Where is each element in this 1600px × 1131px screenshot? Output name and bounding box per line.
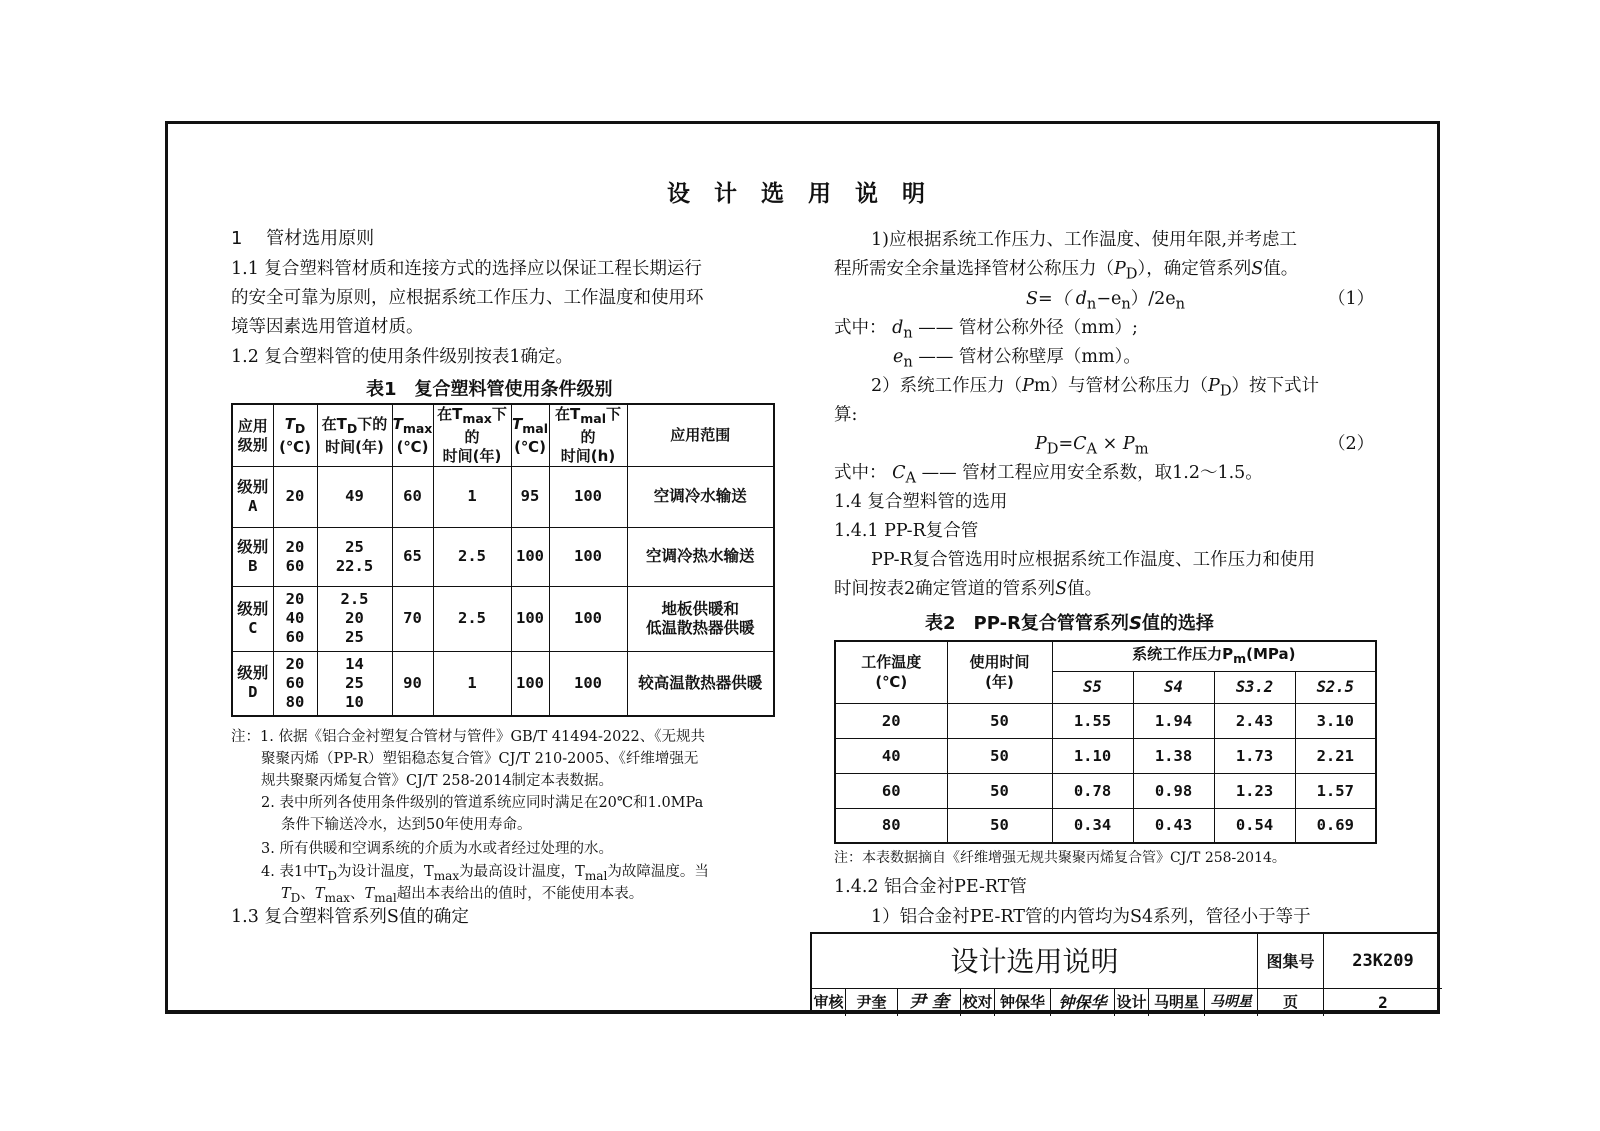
where-en: $e_n$ —— 管材公称壁厚（mm）。: [893, 347, 1141, 371]
t1-tmax-time: 1: [433, 467, 511, 528]
table-row: [835, 773, 1376, 808]
formula-1-number: （1）: [1328, 289, 1375, 309]
t2-value: 0.43: [1133, 808, 1214, 843]
t1-tmal: 95: [511, 467, 549, 528]
reviewer-name: 尹奎: [846, 989, 898, 1016]
t2-temp: 40: [835, 738, 947, 773]
t2-value: 1.10: [1052, 738, 1133, 773]
t1-header-tmal: $T_{mal}$ (℃): [511, 404, 549, 467]
t1-tmal-time: 100: [549, 586, 627, 651]
t1-header-level: 应用 级别: [232, 404, 273, 467]
page-title: 设 计 选 用 说 明: [666, 181, 934, 207]
t1-tmal-time: 100: [549, 527, 627, 586]
note-4-line-2: $T_D$、$T_{max}$、$T_{mal}$超出本表给出的值时，不能使用本表。: [281, 886, 644, 905]
t2-temp: 80: [835, 808, 947, 843]
t2-value: 2.43: [1214, 703, 1295, 738]
table-row: [232, 467, 774, 528]
t1-scope: 较高温散热器供暖: [627, 651, 774, 716]
t2-value: 1.23: [1214, 773, 1295, 808]
t2-time: 50: [947, 808, 1052, 843]
t1-tmax-time: 2.5: [433, 527, 511, 586]
t1-header-tmal-time: 在$T_{mal}$下的 时间(h): [549, 404, 627, 467]
t1-scope: 空调冷水输送: [627, 467, 774, 528]
page-label: 页: [1258, 989, 1324, 1016]
t2-value: 0.98: [1133, 773, 1214, 808]
page-number: 2: [1378, 993, 1388, 1012]
note-3: 3. 所有供暖和空调系统的介质为水或者经过处理的水。: [261, 841, 613, 857]
t2-value: 1.38: [1133, 738, 1214, 773]
design-label: 设计: [1115, 989, 1149, 1016]
t1-level: 级别D: [232, 651, 273, 716]
t1-level: 级别A: [232, 467, 273, 528]
t2-header-temp: 工作温度 (℃): [835, 641, 947, 703]
table2-caption: 表2 PP-R复合管管系列S值的选择: [925, 613, 1214, 634]
table-row: [232, 527, 774, 586]
t2-value: 0.69: [1295, 808, 1376, 843]
note-1-line-3: 规共聚聚丙烯复合管》CJ/T 258-2014制定本表数据。: [261, 773, 614, 789]
note-1-line-1: 注：1. 依据《铝合金衬塑复合管材与管件》GB/T 41494-2022、《无规共: [231, 729, 706, 745]
right-line-4: 算:: [834, 405, 858, 425]
t1-header-td: $T_D$ (℃): [273, 404, 317, 467]
formula-2: $P_D=C_A \times P_m$: [1035, 434, 1149, 458]
title-block: [810, 932, 1440, 1014]
review-label: 审核: [812, 989, 846, 1016]
t2-value: 1.73: [1214, 738, 1295, 773]
t2-time: 50: [947, 703, 1052, 738]
note-4-line-1: 4. 表1中$T_D$为设计温度，$T_{max}$为最高设计温度，$T_{mal}$为故障温度。当: [261, 864, 709, 883]
paragraph-1-2: 1.2 复合塑料管的使用条件级别按表1确定。: [231, 347, 574, 367]
t2-header-pressure: 系统工作压力$P_m(MPa)$: [1052, 641, 1376, 671]
table1-usage-levels: [231, 403, 775, 717]
table2-note: 注：本表数据摘自《纤维增强无规共聚聚丙烯复合管》CJ/T 258-2014。: [834, 850, 1286, 866]
table1-header-row: [232, 404, 774, 467]
table-row: [835, 738, 1376, 773]
t1-td-time: 25 22.5: [317, 527, 392, 586]
t1-header-tmax-time: 在$T_{max}$下的 时间(年): [433, 404, 511, 467]
t1-tmal: 100: [511, 586, 549, 651]
table-row: [232, 651, 774, 716]
t2-series: S3.2: [1214, 671, 1295, 703]
section-1-4: 1.4 复合塑料管的选用: [834, 492, 1008, 512]
note-1-line-2: 聚聚丙烯（PP-R）塑铝稳态复合管》CJ/T 210-2005、《纤维增强无: [261, 751, 699, 767]
t1-level: 级别C: [232, 586, 273, 651]
right-line-1: 1)应根据系统工作压力、工作温度、使用年限,并考虑工: [871, 230, 1298, 250]
check-label: 校对: [961, 989, 995, 1016]
t2-time: 50: [947, 773, 1052, 808]
t1-header-td-time: 在$T_D$下的 时间(年): [317, 404, 392, 467]
right-line-3: 2）系统工作压力（Pm）与管材公称压力$(P_D)$按下式计: [871, 376, 1320, 400]
t1-tmal-time: 100: [549, 467, 627, 528]
t2-value: 1.55: [1052, 703, 1133, 738]
t1-tmal: 100: [511, 651, 549, 716]
t1-tmal: 100: [511, 527, 549, 586]
note-2-line-2: 条件下输送冷水，达到50年使用寿命。: [281, 817, 532, 833]
paragraph-1-1-line-1: 1.1 复合塑料管材质和连接方式的选择应以保证工程长期运行: [231, 259, 702, 279]
t1-tmax: 60: [392, 467, 433, 528]
table2-series-selection: [834, 640, 1377, 844]
designer-name: 马明星: [1149, 989, 1205, 1016]
t1-td-time: 2.5 20 25: [317, 586, 392, 651]
section-heading-1: 1 管材选用原则: [231, 228, 375, 249]
t1-td: 20 60 80: [273, 651, 317, 716]
t2-series: S4: [1133, 671, 1214, 703]
t2-value: 0.34: [1052, 808, 1133, 843]
section-1-4-1: 1.4.1 PP-R复合管: [834, 521, 979, 541]
paragraph-1-1-line-2: 的安全可靠为原则，应根据系统工作压力、工作温度和使用环: [231, 288, 704, 308]
t2-temp: 60: [835, 773, 947, 808]
t2-value: 0.78: [1052, 773, 1133, 808]
t1-td: 20: [273, 467, 317, 528]
t1-td: 20 60: [273, 527, 317, 586]
t1-tmax: 90: [392, 651, 433, 716]
t2-value: 3.10: [1295, 703, 1376, 738]
atlas-number: 23K209: [1324, 934, 1442, 989]
where-dn: 式中： $d_n$ —— 管材公称外径（mm）;: [834, 318, 1138, 342]
t1-level: 级别B: [232, 527, 273, 586]
t1-header-scope: 应用范围: [627, 404, 774, 467]
reviewer-signature: 尹 奎: [898, 989, 961, 1016]
t2-temp: 20: [835, 703, 947, 738]
formula-1: S=（ $d_n-e_n)/2e_n$: [1026, 289, 1186, 313]
t1-td-time: 49: [317, 467, 392, 528]
formula-2-number: （2）: [1328, 434, 1375, 454]
table-row: [232, 586, 774, 651]
checker-signature: 钟保华: [1051, 989, 1115, 1016]
t1-scope: 空调冷热水输送: [627, 527, 774, 586]
t2-series: S2.5: [1295, 671, 1376, 703]
where-ca: 式中： $C_A$ —— 管材工程应用安全系数，取1.2～1.5。: [834, 463, 1263, 487]
t2-value: 2.21: [1295, 738, 1376, 773]
designer-signature: 马明星: [1205, 989, 1258, 1016]
checker-name: 钟保华: [995, 989, 1051, 1016]
note-2-line-1: 2. 表中所列各使用条件级别的管道系统应同时满足在20℃和1.0MPa: [261, 795, 704, 811]
t1-tmal-time: 100: [549, 651, 627, 716]
t2-value: 1.57: [1295, 773, 1376, 808]
table-row: [835, 703, 1376, 738]
t1-tmax-time: 2.5: [433, 586, 511, 651]
table1-caption: 表1 复合塑料管使用条件级别: [366, 379, 613, 400]
t1-tmax: 65: [392, 527, 433, 586]
atlas-number-label: 图集号: [1258, 934, 1324, 989]
paragraph-1-4-2: 1）铝合金衬PE-RT管的内管均为S4系列，管径小于等于: [871, 907, 1311, 927]
section-1-4-2: 1.4.2 铝合金衬PE-RT管: [834, 877, 1027, 897]
t2-value: 0.54: [1214, 808, 1295, 843]
right-line-2: 程所需安全余量选择管材公称压力$(P_D)$，确定管系列S值。: [834, 259, 1299, 283]
title-block-title: 设计选用说明: [812, 934, 1258, 989]
t2-series: S5: [1052, 671, 1133, 703]
t1-scope: 地板供暖和 低温散热器供暖: [627, 586, 774, 651]
paragraph-1-4-1-line-2: 时间按表2确定管道的管系列S值。: [834, 579, 1103, 599]
t1-td: 20 40 60: [273, 586, 317, 651]
t1-tmax-time: 1: [433, 651, 511, 716]
t2-header-time: 使用时间 (年): [947, 641, 1052, 703]
t1-td-time: 14 25 10: [317, 651, 392, 716]
paragraph-1-3: 1.3 复合塑料管系列S值的确定: [231, 907, 469, 927]
t1-tmax: 70: [392, 586, 433, 651]
table2-header-row: [835, 641, 1376, 671]
t2-value: 1.94: [1133, 703, 1214, 738]
paragraph-1-4-1-line-1: PP-R复合管选用时应根据系统工作温度、工作压力和使用: [871, 550, 1316, 570]
table-row: [835, 808, 1376, 843]
t2-time: 50: [947, 738, 1052, 773]
t1-header-tmax: $T_{max}$ (℃): [392, 404, 433, 467]
paragraph-1-1-line-3: 境等因素选用管道材质。: [231, 317, 424, 337]
